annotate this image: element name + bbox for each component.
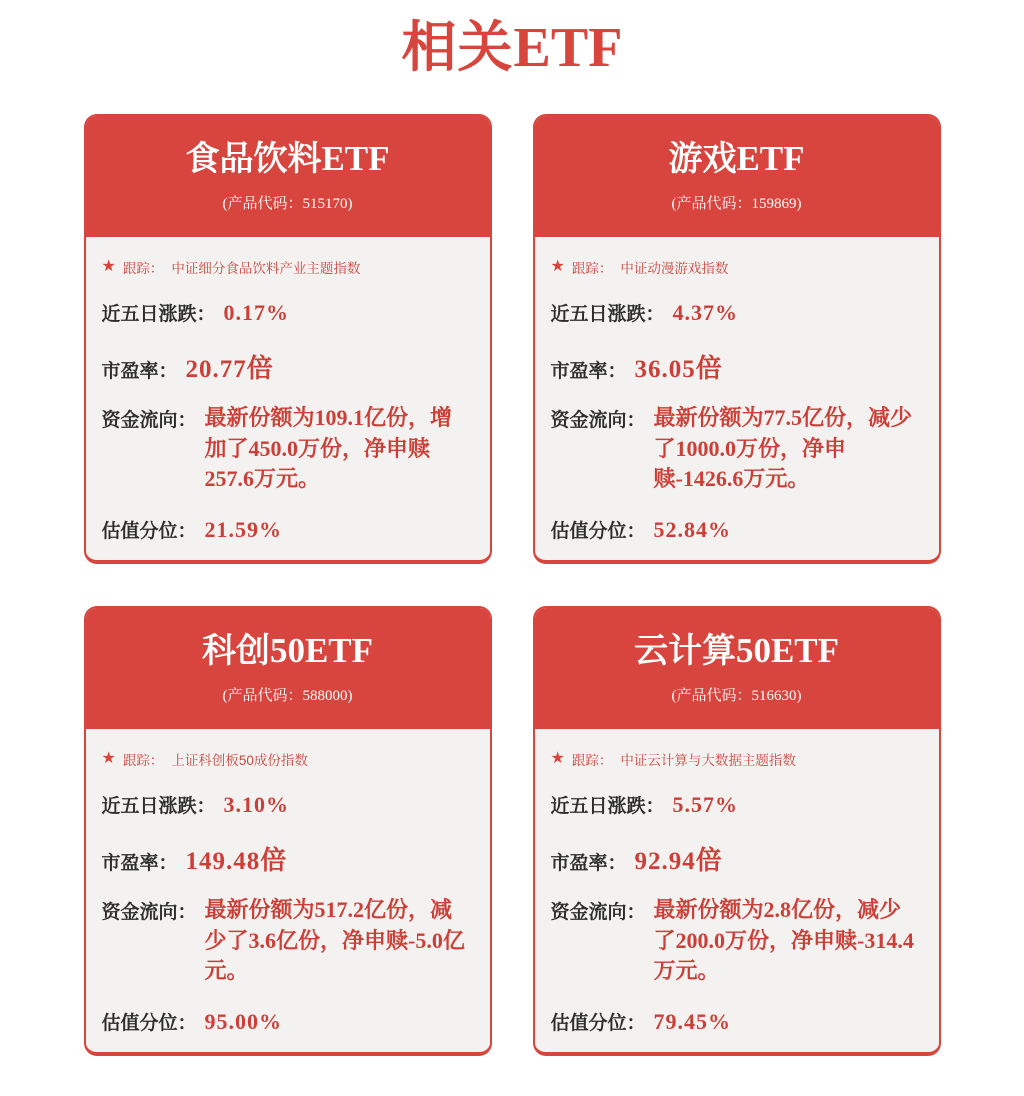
- etf-name: [96, 138, 480, 180]
- pe-row: [102, 348, 474, 385]
- etf-name: [96, 630, 480, 672]
- valuation-row: [102, 1008, 474, 1035]
- pe-label: 市盈率：: [550, 853, 627, 875]
- fund-flow-value: 最新份额为517.2亿份，减少了3.6亿份，净申赎-5.0亿元。: [204, 897, 465, 984]
- fund-flow-label: 资金流向：: [101, 410, 197, 432]
- valuation-value: 95.00%: [204, 1009, 283, 1035]
- etf-name: [545, 138, 929, 180]
- star-icon: ★: [101, 750, 116, 768]
- page-title-en: ETF: [513, 17, 623, 79]
- valuation-row: [102, 516, 474, 543]
- etf-card-header: [86, 116, 490, 237]
- valuation-value: 52.84%: [653, 517, 732, 543]
- fund-flow-value: 最新份额为2.8亿份，减少了200.0万份，净申赎-314.4万元。: [653, 897, 914, 984]
- etf-name-cn: 云计算: [633, 632, 736, 671]
- pe-value: 149.48: [185, 848, 261, 876]
- change-row: [551, 791, 923, 818]
- valuation-value: 21.59%: [204, 517, 283, 543]
- tracking-label: 跟踪：: [571, 261, 613, 277]
- related-etf-infographic: [0, 16, 1024, 1056]
- fund-flow-label: 资金流向：: [101, 902, 197, 924]
- change-label: 近五日涨跌：: [550, 304, 665, 326]
- etf-card-header: [86, 608, 490, 729]
- valuation-value: 79.45%: [653, 1009, 732, 1035]
- change-value: 4.37%: [672, 300, 739, 326]
- fund-flow-value: 最新份额为77.5亿份，减少了1000.0万份，净申赎-1426.6万元。: [653, 405, 913, 492]
- tracking-label: 跟踪：: [122, 753, 164, 769]
- tracking-index: 中证细分食品饮料产业主题指数: [171, 261, 361, 277]
- fund-flow-label: 资金流向：: [550, 902, 646, 924]
- fund-flow-row: [551, 403, 923, 494]
- valuation-label: 估值分位：: [550, 521, 646, 543]
- etf-name-cn: 食品饮料: [185, 140, 322, 179]
- change-value: 3.10%: [223, 792, 290, 818]
- etf-name: [545, 630, 929, 672]
- valuation-label: 估值分位：: [101, 521, 197, 543]
- tracking-row: [102, 749, 474, 769]
- etf-name-en: ETF: [736, 139, 805, 179]
- etf-card-game: [533, 114, 941, 564]
- star-icon: ★: [550, 750, 565, 768]
- etf-card-body: [86, 729, 490, 1052]
- pe-unit: 倍: [260, 845, 287, 876]
- etf-card-grid: [0, 114, 1024, 1056]
- pe-value: 20.77: [185, 356, 247, 384]
- change-label: 近五日涨跌：: [101, 796, 216, 818]
- tracking-row: [102, 257, 474, 277]
- etf-card-body: [86, 237, 490, 560]
- pe-label: 市盈率：: [101, 361, 178, 383]
- fund-flow-row: [102, 895, 474, 986]
- pe-label: 市盈率：: [550, 361, 627, 383]
- product-code: (产品代码：516630): [671, 688, 802, 705]
- fund-flow-value: 最新份额为109.1亿份，增加了450.0万份，净申赎257.6万元。: [204, 405, 453, 492]
- product-code: (产品代码：159869): [671, 196, 802, 213]
- change-value: 0.17%: [223, 300, 290, 326]
- etf-card-food-beverage: [84, 114, 492, 564]
- pe-row: [102, 840, 474, 877]
- pe-row: [551, 840, 923, 877]
- change-row: [102, 791, 474, 818]
- fund-flow-label: 资金流向：: [550, 410, 646, 432]
- etf-card-star50: [84, 606, 492, 1056]
- pe-row: [551, 348, 923, 385]
- valuation-label: 估值分位：: [101, 1013, 197, 1035]
- star-icon: ★: [550, 258, 565, 276]
- fund-flow-row: [102, 403, 474, 494]
- pe-unit: 倍: [695, 845, 722, 876]
- etf-name-cn: 科创: [201, 632, 270, 671]
- etf-name-en: 50ETF: [735, 631, 840, 671]
- change-label: 近五日涨跌：: [101, 304, 216, 326]
- pe-unit: 倍: [246, 353, 273, 384]
- valuation-row: [551, 1008, 923, 1035]
- change-value: 5.57%: [672, 792, 739, 818]
- pe-unit: 倍: [695, 353, 722, 384]
- change-row: [551, 299, 923, 326]
- pe-value: 92.94: [634, 848, 696, 876]
- etf-card-header: [535, 116, 939, 237]
- tracking-index: 中证动漫游戏指数: [620, 261, 729, 277]
- fund-flow-row: [551, 895, 923, 986]
- product-code: (产品代码：588000): [222, 688, 353, 705]
- etf-card-body: [535, 237, 939, 560]
- pe-label: 市盈率：: [101, 853, 178, 875]
- page-title-cn: 相关: [401, 16, 514, 78]
- etf-card-body: [535, 729, 939, 1052]
- tracking-index: 上证科创板50成份指数: [171, 753, 308, 769]
- tracking-row: [551, 257, 923, 277]
- pe-value: 36.05: [634, 356, 696, 384]
- etf-card-cloud50: [533, 606, 941, 1056]
- valuation-row: [551, 516, 923, 543]
- change-row: [102, 299, 474, 326]
- change-label: 近五日涨跌：: [550, 796, 665, 818]
- tracking-label: 跟踪：: [122, 261, 164, 277]
- etf-name-en: ETF: [321, 139, 390, 179]
- star-icon: ★: [101, 258, 116, 276]
- page-title: [0, 16, 1024, 80]
- valuation-label: 估值分位：: [550, 1013, 646, 1035]
- tracking-label: 跟踪：: [571, 753, 613, 769]
- tracking-index: 中证云计算与大数据主题指数: [620, 753, 796, 769]
- etf-card-header: [535, 608, 939, 729]
- tracking-row: [551, 749, 923, 769]
- product-code: (产品代码：515170): [222, 196, 353, 213]
- etf-name-en: 50ETF: [269, 631, 374, 671]
- etf-name-cn: 游戏: [668, 140, 737, 179]
